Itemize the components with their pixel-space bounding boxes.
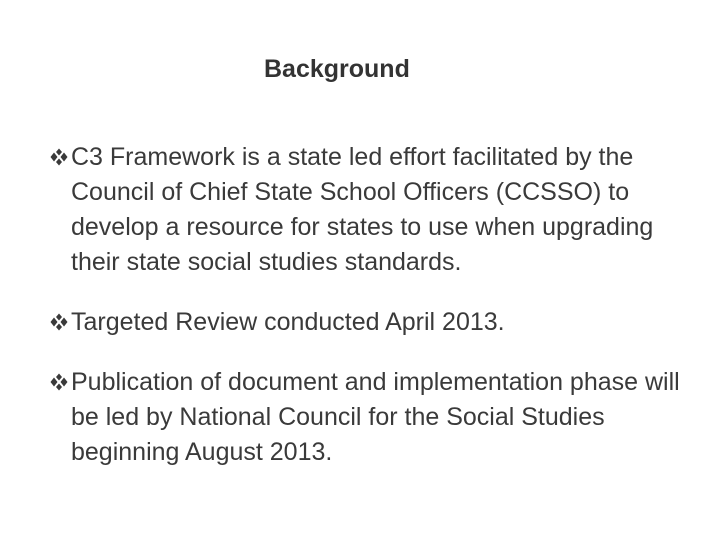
- slide-title: Background: [264, 55, 410, 83]
- diamond-bullet-icon: [50, 373, 68, 391]
- bullet-list: [50, 140, 690, 470]
- bullet-text: C3 Framework is a state led effort facilitated by the Council of Chief State School Officers (CCSSO) to develop a resource for states to use when upgrading their state social studies standards.: [71, 143, 654, 276]
- diamond-bullet-icon: [50, 313, 68, 331]
- diamond-bullet-icon: [50, 148, 68, 166]
- bullet-item: [50, 305, 690, 340]
- bullet-item: [50, 140, 690, 280]
- bullet-text: Publication of document and implementation phase will be led by National Council for the Social Studies beginning August 2013.: [71, 368, 680, 466]
- bullet-text: Targeted Review conducted April 2013.: [71, 308, 505, 336]
- bullet-item: [50, 365, 690, 470]
